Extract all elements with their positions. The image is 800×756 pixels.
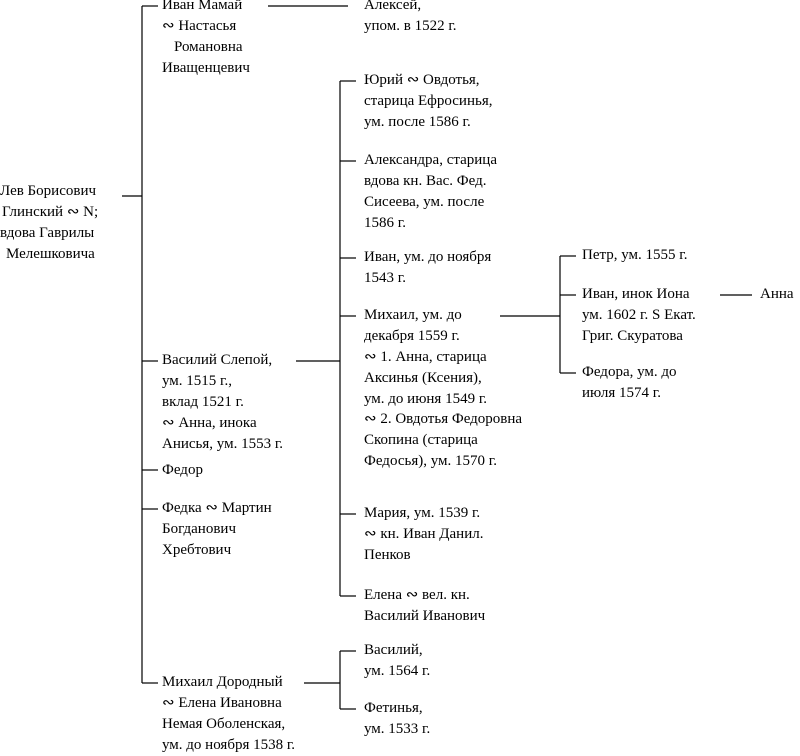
person-fetinya	[364, 698, 430, 740]
person-vasily-son-of-mikhail	[364, 640, 430, 682]
line: 1586 г.	[364, 215, 406, 231]
line: Романовна	[174, 39, 243, 55]
line: Василий Иванович	[364, 608, 486, 624]
line: Елена ∾ вел. кн.	[364, 587, 470, 603]
line: ум. 1515 г.,	[162, 373, 233, 389]
line: Иван Мамай	[162, 0, 243, 13]
line: ∾ кн. Иван Данил.	[364, 526, 484, 542]
person-ivan-mamai	[162, 0, 250, 79]
line: Аксинья (Ксения),	[364, 370, 482, 386]
person-fedora	[582, 362, 677, 404]
person-ivan-son-of-vasily	[364, 247, 491, 289]
line: Богданович	[162, 521, 236, 537]
line: Анисья, ум. 1553 г.	[162, 436, 284, 452]
line: Федка ∾ Мартин	[162, 500, 272, 516]
line: ум. после 1586 г.	[364, 114, 471, 130]
line: ∾ 1. Анна, старица	[364, 349, 487, 365]
line: Иващенцевич	[162, 60, 250, 76]
line: ум. до июня 1549 г.	[364, 391, 488, 407]
line: Мелешковича	[6, 246, 95, 262]
line: упом. в 1522 г.	[364, 18, 457, 34]
person-mikhail-dorodny	[162, 672, 295, 756]
person-aleksandra	[364, 150, 497, 234]
line: Федор	[162, 462, 203, 478]
line: Василий,	[364, 642, 423, 658]
person-petr	[582, 245, 687, 266]
line: ∾ Елена Ивановна	[162, 695, 282, 711]
person-aleksei	[364, 0, 457, 37]
line: декабря 1559 г.	[364, 328, 460, 344]
person-lev-borisovich	[0, 181, 98, 265]
line: Василий Слепой,	[162, 352, 273, 368]
line: ∾ Настасья	[162, 18, 237, 34]
line: Федора, ум. до	[582, 364, 677, 380]
line: ум. 1602 г. S Екат.	[582, 307, 696, 323]
line: старица Ефросинья,	[364, 93, 493, 109]
line: Мария, ум. 1539 г.	[364, 505, 481, 521]
line: Алексей,	[364, 0, 422, 13]
line: ум. 1533 г.	[364, 721, 431, 737]
person-ivan-inok-iona	[582, 284, 696, 347]
line: Юрий ∾ Овдотья,	[364, 72, 480, 88]
spouse-ovdotya-skopina	[364, 409, 522, 472]
line: Петр, ум. 1555 г.	[582, 247, 688, 263]
person-fedka	[162, 498, 272, 561]
line: 1543 г.	[364, 270, 406, 286]
line: вдова Гаврилы	[0, 225, 95, 241]
line: Иван, ум. до ноября	[364, 249, 492, 265]
line: Анна	[760, 286, 794, 302]
line: июля 1574 г.	[582, 385, 661, 401]
line: Немая Оболенская,	[162, 716, 286, 732]
person-fedor	[162, 460, 203, 481]
line: Скопина (старица	[364, 432, 478, 448]
line: ум. до ноября 1538 г.	[162, 737, 296, 753]
line: Михаил, ум. до	[364, 307, 462, 323]
line: вдова кн. Вас. Фед.	[364, 173, 487, 189]
line: Лев Борисович	[0, 183, 97, 199]
person-elena	[364, 585, 485, 627]
line: Григ. Скуратова	[582, 328, 683, 344]
line: Глинский ∾ N;	[2, 204, 99, 220]
line: Иван, инок Иона	[582, 286, 690, 302]
line: Сисеева, ум. после	[364, 194, 485, 210]
line: ∾ 2. Овдотья Федоровна	[364, 411, 523, 427]
person-vasily-slepoi	[162, 350, 283, 455]
line: Федосья), ум. 1570 г.	[364, 453, 497, 469]
person-mikhail-son-of-vasily	[364, 305, 487, 410]
person-anna-daughter-of-ivan	[760, 284, 794, 305]
line: Хребтович	[162, 542, 232, 558]
line: вклад 1521 г.	[162, 394, 244, 410]
line: ∾ Анна, инока	[162, 415, 257, 431]
line: Пенков	[364, 547, 411, 563]
line: Фетинья,	[364, 700, 423, 716]
line: Михаил Дородный	[162, 674, 283, 690]
person-yury	[364, 70, 492, 133]
person-maria	[364, 503, 483, 566]
line: Александра, старица	[364, 152, 497, 168]
line: ум. 1564 г.	[364, 663, 431, 679]
